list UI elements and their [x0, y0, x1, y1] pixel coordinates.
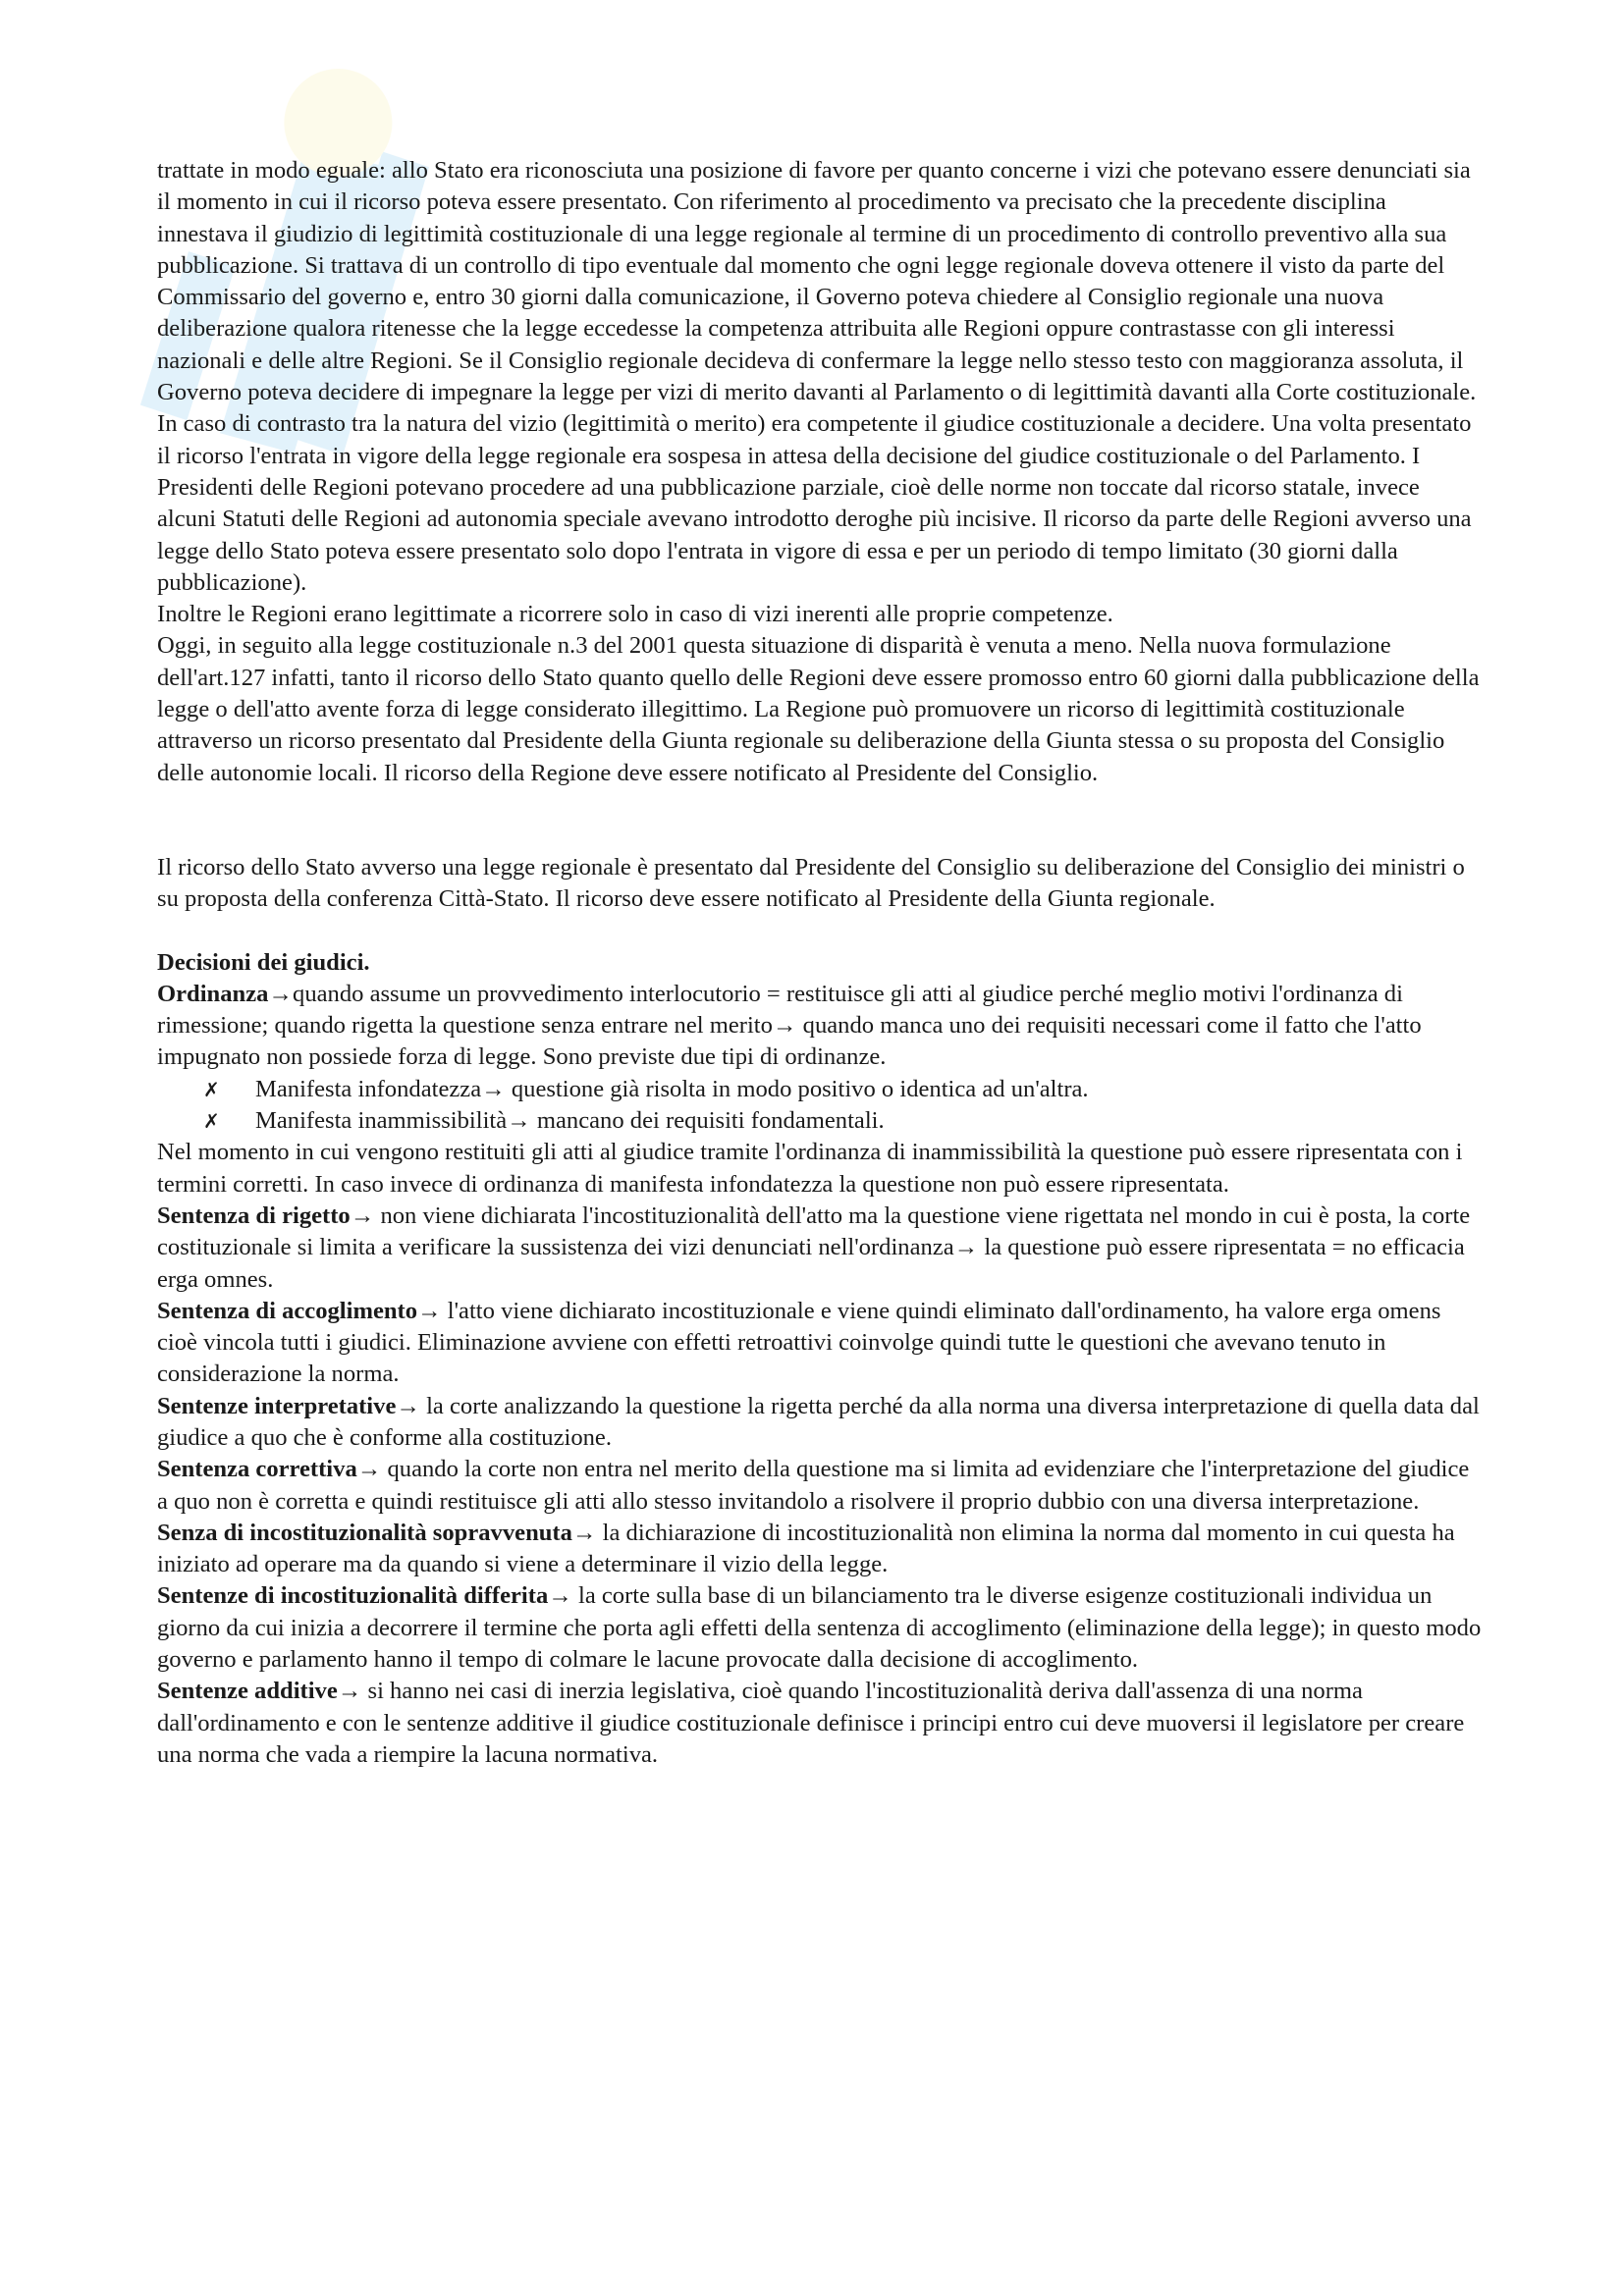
term-definition: → la corte sulla base di un bilanciamento tra le diverse esigenze costituzionali individua un giorno da cui inizia a decorrere il termine che porta agli effetti della sentenza di accoglimento (eliminazione della legge); in questo modo governo e parlamento hanno il tempo di colmare le lacune provocate dalla decisione di accoglimento. [157, 1582, 1482, 1674]
ordinanze-list [157, 1074, 1483, 1138]
paragraph: Oggi, in seguito alla legge costituzionale n.3 del 2001 questa situazione di disparità è venuta a meno. Nella nuova formulazione dell'art.127 infatti, tanto il ricorso dello Stato quanto quello delle Regioni deve essere promosso entro 60 giorni dalla pubblicazione della legge o dell'atto avente forza di legge considerato illegittimo. La Regione può promuovere un ricorso di legittimità costituzionale attraverso un ricorso presentato dal Presidente della Giunta regionale su deliberazione della Giunta stessa o su proposta del Consiglio delle autonomie locali. Il ricorso della Regione deve essere notificato al Presidente del Consiglio. [157, 632, 1480, 786]
paragraph: trattate in modo eguale: allo Stato era riconosciuta una posizione di favore per quanto concerne i vizi che potevano essere denunciati sia il momento in cui il ricorso poteva essere presentato. Con riferimento al procedimento va precisato che la precedente disciplina innestava il giudizio di legittimità costituzionale di una legge regionale al termine di un procedimento di controllo preventivo alla sua pubblicazione. Si trattava di un controllo di tipo eventuale dal momento che ogni legge regionale doveva ottenere il visto da parte del Commissario del governo e, entro 30 giorni dalla comunicazione, il Governo poteva chiedere al Consiglio regionale una nuova deliberazione qualora ritenesse che la legge eccedesse la competenza attribuita alle Regioni oppure contrastasse con gli interessi nazionali e delle altre Regioni. Se il Consiglio regionale decideva di confermare la legge nello stesso testo con maggioranza assoluta, il Governo poteva decidere di impegnare la legge per vizi di merito davanti al Parlamento o di legittimità davanti alla Corte costituzionale. [157, 157, 1477, 406]
sentenza-paragraph [157, 1454, 1483, 1518]
list-item-text: Manifesta inammissibilità→ mancano dei requisiti fondamentali. [255, 1107, 885, 1135]
term-label: Sentenza di accoglimento [157, 1297, 418, 1324]
term-label: Sentenze di incostituzionalità differita [157, 1582, 549, 1610]
term-definition: → quando la corte non entra nel merito della questione ma si limita ad evidenziare che l'interpretazione del giudice a quo non è corretta e quindi restituisce gli atti allo stesso invitandolo a risolvere il proprio dubbio con una diversa interpretazione. [157, 1456, 1470, 1515]
term-label: Senza di incostituzionalità sopravvenuta [157, 1519, 572, 1546]
spacer [157, 916, 1483, 947]
term-label: Ordinanza [157, 980, 269, 1007]
term-definition: → si hanno nei casi di inerzia legislativa, cioè quando l'incostituzionalità deriva dall'assenza di una norma dall'ordinamento e con le sentenze additive il giudice costituzionale definisce i principi entro cui deve muoversi il legislatore per creare una norma che vada a riempire la lacuna normativa. [157, 1678, 1465, 1768]
sentenza-paragraph [157, 1580, 1483, 1676]
term-definition: →quando assume un provvedimento interlocutorio = restituisce gli atti al giudice perché meglio motivi l'ordinanza di rimessione; quando rigetta la questione senza entrare nel merito→ quando manca uno dei requisiti necessari come il fatto che l'atto impugnato non possiede forza di legge. Sono previste due tipi di ordinanze. [157, 980, 1422, 1071]
cross-mark-icon: ✗ [203, 1109, 220, 1134]
document-body [157, 155, 1483, 1771]
term-label: Sentenze interpretative [157, 1392, 397, 1419]
cross-mark-icon: ✗ [203, 1077, 220, 1101]
term-label: Sentenze additive [157, 1678, 338, 1705]
term-label: Sentenza di rigetto [157, 1201, 351, 1229]
section-heading: Decisioni dei giudici. [157, 948, 370, 976]
list-item-text: Manifesta infondatezza→ questione già risolta in modo positivo o identica ad un'altra. [255, 1075, 1089, 1102]
spacer [157, 789, 1483, 852]
term-label: Sentenza correttiva [157, 1456, 357, 1483]
paragraph: Inoltre le Regioni erano legittimate a ricorrere solo in caso di vizi inerenti alle proprie competenze. [157, 601, 1113, 628]
paragraph: In caso di contrasto tra la natura del vizio (legittimità o merito) era competente il giudice costituzionale a decidere. Una volta presentato il ricorso l'entrata in vigore della legge regionale era sospesa in attesa della decisione del giudice costituzionale o del Parlamento. I Presidenti delle Regioni potevano procedere ad una pubblicazione parziale, cioè delle norme non toccate dal ricorso statale, invece alcuni Statuti delle Regioni ad autonomia speciale avevano introdotto deroghe più incisive. Il ricorso da parte delle Regioni avverso una legge dello Stato poteva essere presentato solo dopo l'entrata in vigore di essa e per un periodo di tempo limitato (30 giorni dalla pubblicazione). [157, 410, 1472, 596]
term-definition: → non viene dichiarata l'incostituzionalità dell'atto ma la questione viene rigettata nel mondo in cui è posta, la corte costituzionale si limita a verificare la sussistenza dei vizi denunciati nell'ordinanza→ la questione può essere ripresentata = no efficacia erga omnes. [157, 1201, 1471, 1293]
sentenza-paragraph [157, 1391, 1483, 1455]
term-definition: → la corte analizzando la questione la rigetta perché da alla norma una diversa interpretazione di quella data dal giudice a quo che è conforme alla costituzione. [157, 1392, 1480, 1451]
sentenza-paragraph [157, 1676, 1483, 1771]
sentenza-paragraph [157, 1296, 1483, 1391]
paragraph: Nel momento in cui vengono restituiti gli atti al giudice tramite l'ordinanza di inammissibilità la questione può essere ripresentata con i termini corretti. In caso invece di ordinanza di manifesta infondatezza la questione non può essere ripresentata. [157, 1139, 1463, 1198]
ordinanza-paragraph [157, 979, 1483, 1074]
term-definition: → la dichiarazione di incostituzionalità non elimina la norma dal momento in cui questa ha iniziato ad operare ma da quando si viene a determinare il vizio della legge. [157, 1519, 1455, 1578]
sentenza-paragraph [157, 1201, 1483, 1296]
list-item [157, 1105, 1483, 1137]
list-item [157, 1074, 1483, 1105]
paragraph-ricorso-stato: Il ricorso dello Stato avverso una legge regionale è presentato dal Presidente del Consiglio su deliberazione del Consiglio dei ministri o su proposta della conferenza Città-Stato. Il ricorso deve essere notificato al Presidente della Giunta regionale. [157, 853, 1465, 913]
sentenza-paragraph [157, 1518, 1483, 1581]
term-definition: → l'atto viene dichiarato incostituzionale e viene quindi eliminato dall'ordinamento, ha valore erga omens cioè vincola tutti i giudici. Eliminazione avviene con effetti retroattivi coinvolge quindi tutte le questioni che avevano tenuto in considerazione la norma. [157, 1297, 1441, 1388]
